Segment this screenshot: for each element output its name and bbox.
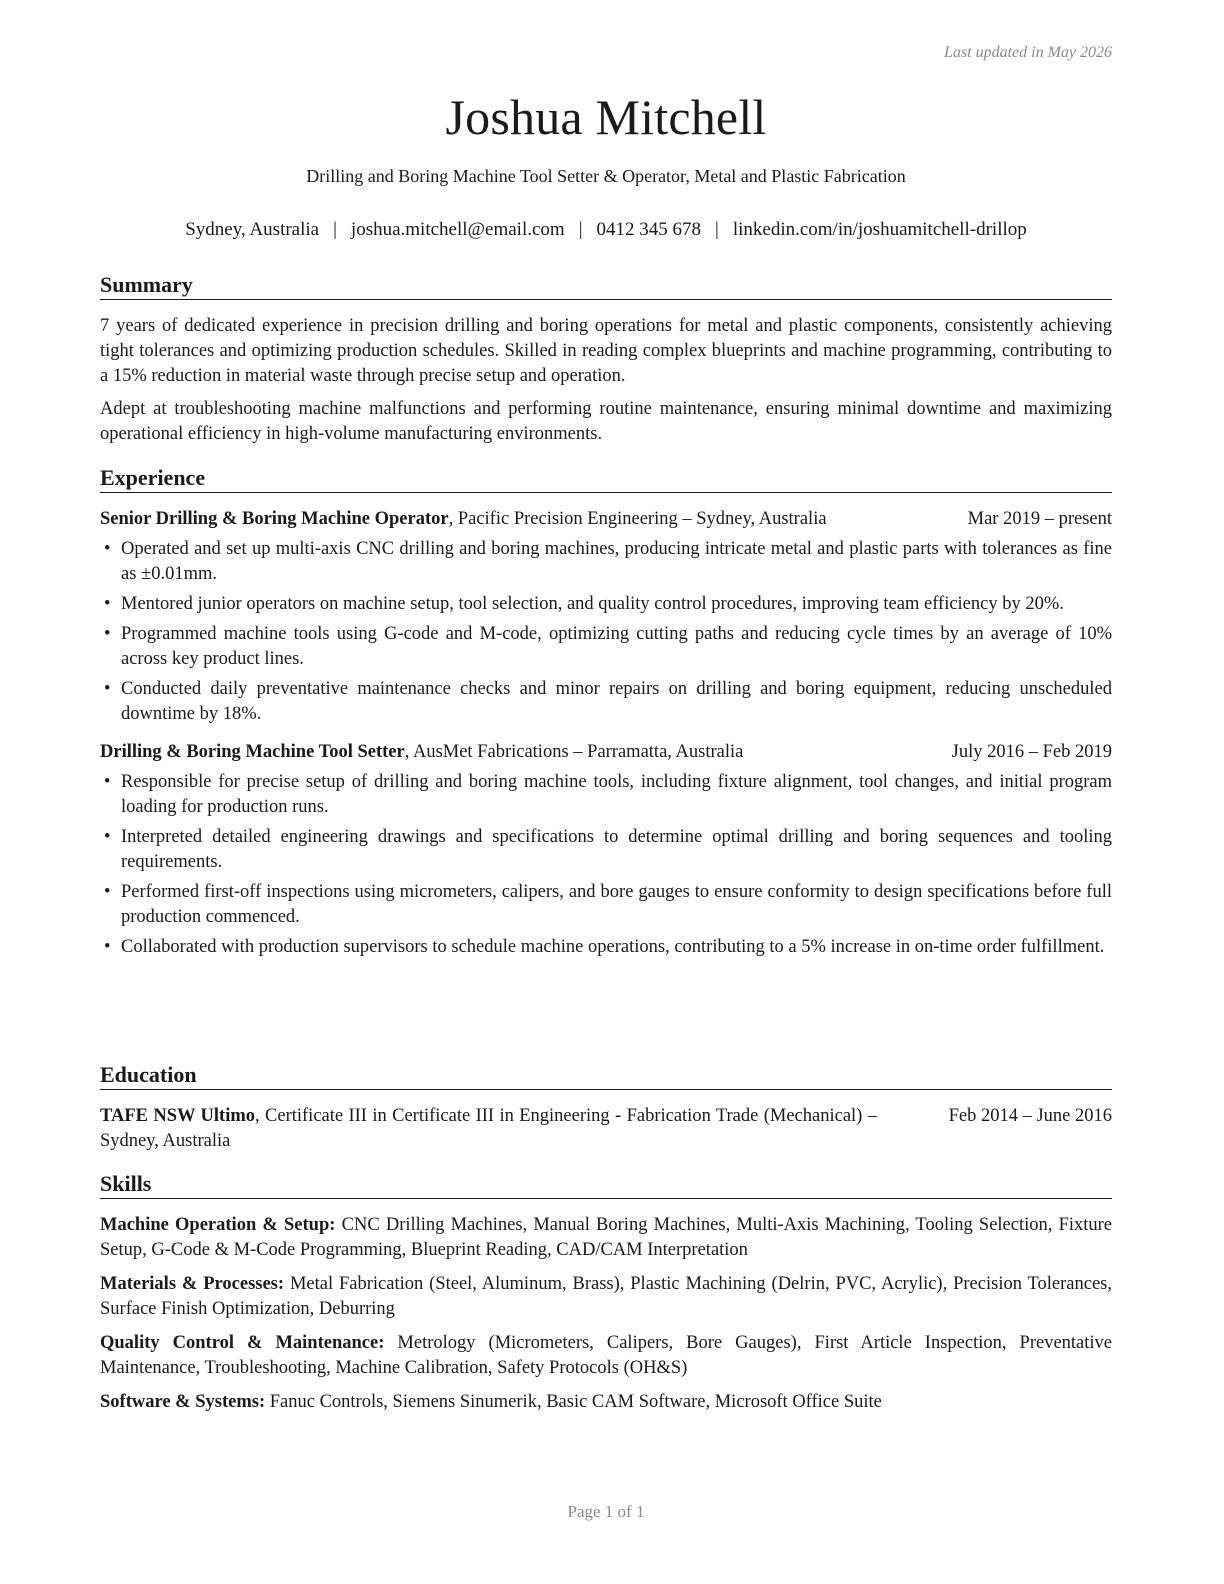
skill-group-label: Materials & Processes: <box>100 1274 285 1294</box>
education-entry <box>100 1104 1112 1154</box>
page-number: Page 1 of 1 <box>567 1502 645 1521</box>
skill-group <box>100 1390 1112 1415</box>
experience-entry <box>100 507 1112 727</box>
skill-group-label: Quality Control & Maintenance: <box>100 1333 385 1353</box>
job-bullets <box>100 537 1112 727</box>
skill-group-items: Fanuc Controls, Siemens Sinumerik, Basic CAM Software, Microsoft Office Suite <box>269 1392 882 1412</box>
section-title-education: Education <box>100 1062 1112 1090</box>
contact-linkedin[interactable]: linkedin.com/in/joshuamitchell-drillop <box>732 219 1027 240</box>
section-title-experience: Experience <box>100 465 1112 493</box>
job-role: Drilling & Boring Machine Tool Setter <box>100 742 405 762</box>
job-bullet: • Programmed machine tools using G-code and M-code, optimizing cutting paths and reducing cycle times by an average of 10% across key product lines. <box>104 624 1112 669</box>
last-updated-note: Last updated in May 2026 <box>944 44 1112 61</box>
skill-group-items: Metal Fabrication (Steel, Aluminum, Brass), Plastic Machining (Delrin, PVC, Acrylic), Precision Tolerances, Surface Finish Optimization, Deburring <box>100 1274 1113 1319</box>
skill-group-label: Machine Operation & Setup: <box>100 1215 336 1235</box>
summary-paragraph: Adept at troubleshooting machine malfunctions and performing routine maintenance, ensuring minimal downtime and maximizing operational efficiency in high-volume manufacturing environments. <box>100 399 1112 444</box>
contact-location: Sydney, Australia <box>185 219 320 240</box>
job-bullet: • Interpreted detailed engineering drawings and specifications to determine optimal drilling and boring sequences and tooling requirements. <box>104 827 1112 872</box>
contact-email[interactable]: joshua.mitchell@email.com <box>350 219 565 240</box>
skill-group-items: Metrology (Micrometers, Calipers, Bore Gauges), First Article Inspection, Preventative Maintenance, Troubleshooting, Machine Calibration, Safety Protocols (OH&S) <box>100 1333 1112 1378</box>
job-bullet: • Conducted daily preventative maintenance checks and minor repairs on drilling and boring equipment, reducing unscheduled downtime by 18%. <box>104 679 1112 724</box>
contact-separator: | <box>333 219 337 240</box>
contact-separator: | <box>578 219 583 240</box>
experience-entry <box>100 740 1112 960</box>
skills-section <box>100 1171 1112 1424</box>
school-name: TAFE NSW Ultimo <box>100 1106 256 1126</box>
job-employer: , Pacific Precision Engineering – Sydney, Australia <box>448 509 827 529</box>
job-dates: July 2016 – Feb 2019 <box>944 740 1112 765</box>
education-dates: Feb 2014 – June 2016 <box>941 1104 1112 1129</box>
contact-line <box>100 219 1112 241</box>
experience-entry-header <box>100 740 1112 765</box>
skill-group-label: Software & Systems: <box>100 1392 266 1412</box>
job-employer: , AusMet Fabrications – Parramatta, Australia <box>404 742 744 762</box>
experience-entry-header <box>100 507 1112 532</box>
section-title-skills: Skills <box>100 1171 1112 1199</box>
job-bullet: • Performed first-off inspections using micrometers, calipers, and bore gauges to ensure conformity to design specifications before full production commenced. <box>104 882 1112 927</box>
contact-separator: | <box>715 219 719 240</box>
skill-group <box>100 1213 1112 1263</box>
job-bullet: • Operated and set up multi-axis CNC drilling and boring machines, producing intricate metal and plastic parts with tolerances as fine as ±0.01mm. <box>104 539 1112 584</box>
job-role: Senior Drilling & Boring Machine Operator <box>100 509 449 529</box>
experience-section <box>100 465 1112 965</box>
skill-group <box>100 1331 1112 1381</box>
education-details: , Certificate III in Certificate III in Engineering - Fabrication Trade (Mechanical) – Sydney, Australia <box>100 1106 877 1151</box>
job-bullet: • Mentored junior operators on machine setup, tool selection, and quality control procedures, improving team efficiency by 20%. <box>104 594 1064 614</box>
section-title-summary: Summary <box>100 272 1112 300</box>
summary-paragraph: 7 years of dedicated experience in precision drilling and boring operations for metal and plastic components, consistently achieving tight tolerances and optimizing production schedules. Skilled in reading complex blueprints and machine programming, contributing to a 15% reduction in material waste through precise setup and operation. <box>100 316 1112 386</box>
skill-group <box>100 1272 1112 1322</box>
contact-phone: 0412 345 678 <box>596 219 702 240</box>
candidate-headline: Drilling and Boring Machine Tool Setter & Operator, Metal and Plastic Fabrication <box>306 166 906 186</box>
candidate-name: Joshua Mitchell <box>445 89 767 145</box>
education-section <box>100 1062 1112 1154</box>
job-bullets <box>100 770 1112 960</box>
summary-section <box>100 272 1112 447</box>
job-dates: Mar 2019 – present <box>960 507 1112 532</box>
resume-page <box>100 0 1112 1584</box>
job-bullet: • Collaborated with production supervisors to schedule machine operations, contributing to a 5% increase in on-time order fulfillment. <box>104 937 1105 957</box>
job-bullet: • Responsible for precise setup of drilling and boring machine tools, including fixture alignment, tool changes, and initial program loading for production runs. <box>104 772 1112 817</box>
skill-group-items: CNC Drilling Machines, Manual Boring Machines, Multi-Axis Machining, Tooling Selection, Fixture Setup, G-Code & M-Code Programming, Blueprint Reading, CAD/CAM Interpretation <box>100 1215 1113 1260</box>
